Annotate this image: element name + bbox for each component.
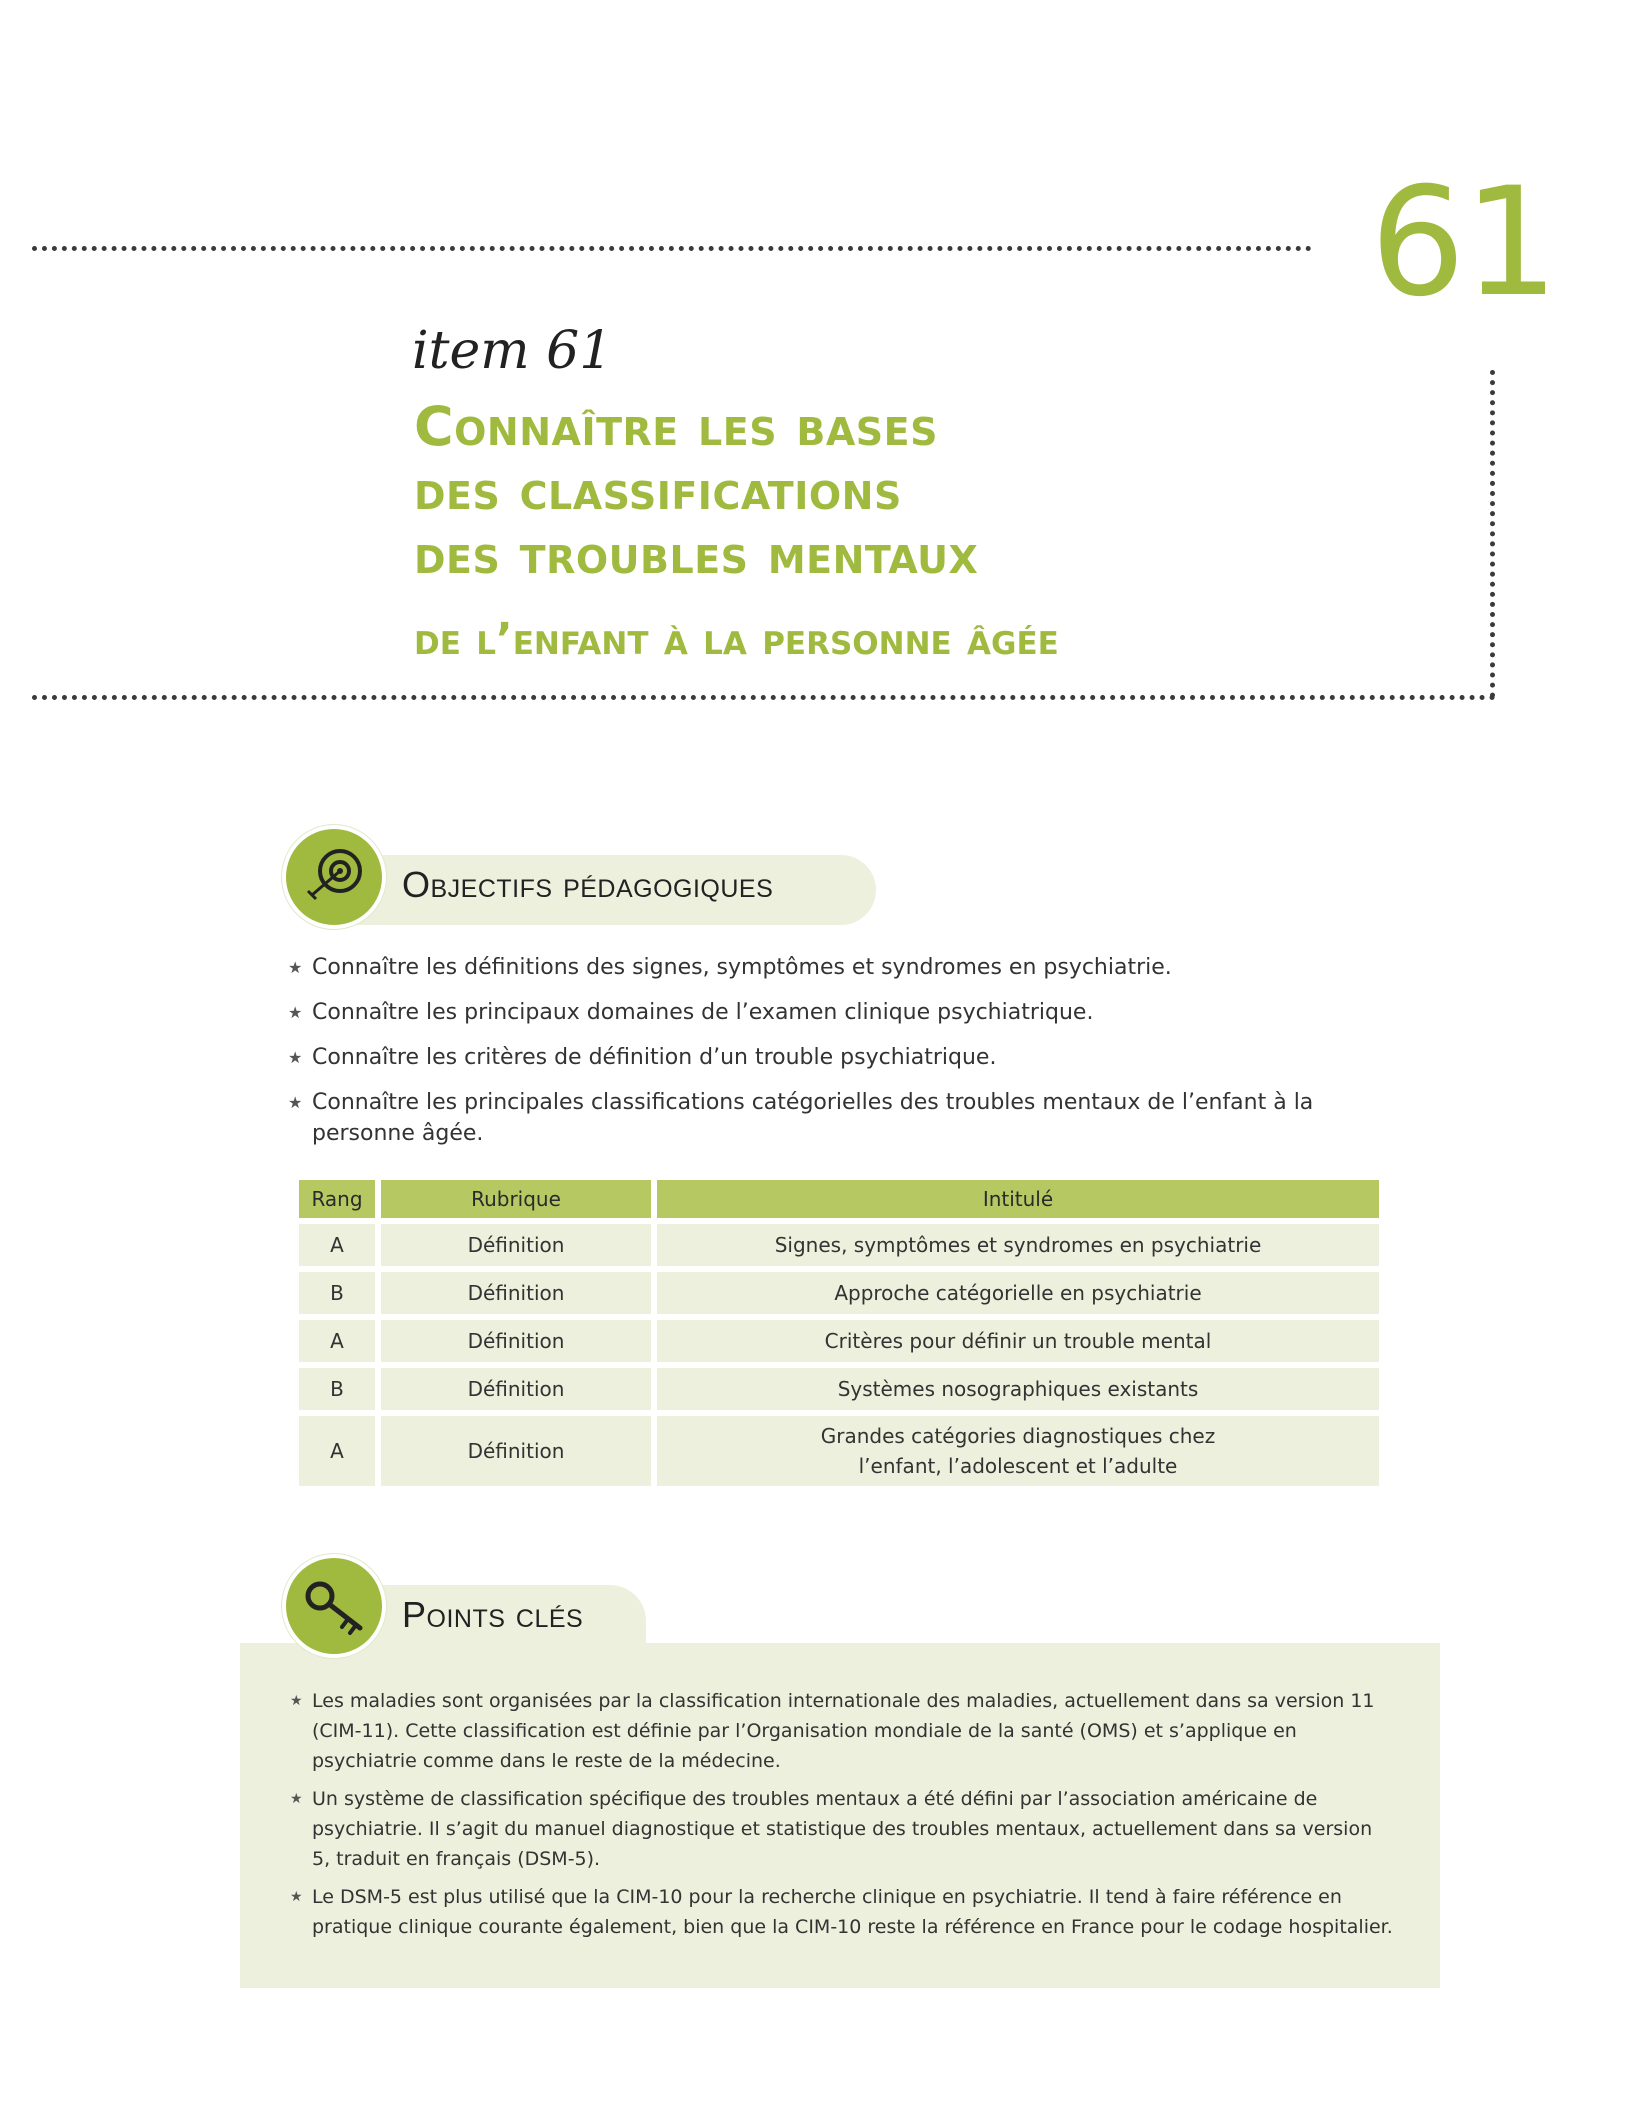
star-bullet-icon: ★ xyxy=(290,1693,303,1709)
column-header-rang: Rang xyxy=(299,1180,375,1218)
subtitle-text: de l’enfant à la personne âgée xyxy=(414,614,1059,665)
key-points-list xyxy=(290,1686,1394,1950)
chapter-number: 61 xyxy=(1370,156,1557,330)
table-header-row xyxy=(299,1180,1379,1218)
dotted-rule-right xyxy=(1490,370,1495,698)
table-row xyxy=(299,1320,1379,1362)
cell-rang: A xyxy=(299,1224,375,1266)
cell-rubrique: Définition xyxy=(381,1320,651,1362)
item-label: item 61 xyxy=(412,321,613,381)
objectives-badge xyxy=(282,825,386,929)
star-bullet-icon: ★ xyxy=(288,1093,303,1112)
list-item: ★ Connaître les définitions des signes, symptômes et syndromes en psychiatrie. xyxy=(288,952,1328,983)
cell-rubrique: Définition xyxy=(381,1272,651,1314)
star-bullet-icon: ★ xyxy=(290,1889,303,1905)
cell-rang: B xyxy=(299,1272,375,1314)
title-line: des classifications xyxy=(414,459,902,522)
cell-rang: A xyxy=(299,1416,375,1486)
list-item: ★ Les maladies sont organisées par la classification internationale des maladies, actuellement dans sa version 11 (CIM-11). Cette classification est définie par l’Organisation mondiale de la santé (OMS) et s’applique en psychiatrie comme dans le reste de la médecine. xyxy=(290,1686,1394,1776)
cell-intitule: Approche catégorielle en psychiatrie xyxy=(657,1272,1379,1314)
table-row xyxy=(299,1224,1379,1266)
table-row xyxy=(299,1416,1379,1486)
objectives-list xyxy=(288,952,1328,1163)
list-item: ★ Connaître les critères de définition d’un trouble psychiatrique. xyxy=(288,1042,1328,1073)
dotted-rule-top xyxy=(32,246,1312,251)
star-bullet-icon: ★ xyxy=(288,1003,303,1022)
objectives-heading: Objectifs pédagogiques xyxy=(402,864,774,905)
cell-rubrique: Définition xyxy=(381,1416,651,1486)
star-bullet-icon: ★ xyxy=(290,1791,303,1807)
objectives-table xyxy=(293,1174,1385,1492)
key-points-heading: Points clés xyxy=(402,1594,584,1635)
table-row xyxy=(299,1272,1379,1314)
page-subtitle xyxy=(414,614,1059,665)
key-icon xyxy=(286,1558,382,1654)
cell-rubrique: Définition xyxy=(381,1224,651,1266)
cell-intitule: Grandes catégories diagnostiques chez l’enfant, l’adolescent et l’adulte xyxy=(657,1416,1379,1486)
key-points-badge xyxy=(282,1554,386,1658)
list-item: ★ Le DSM-5 est plus utilisé que la CIM-10 pour la recherche clinique en psychiatrie. Il tend à faire référence en pratique clinique courante également, bien que la CIM-10 reste la référence en France pour le codage hospitalier. xyxy=(290,1882,1394,1942)
star-bullet-icon: ★ xyxy=(288,958,303,977)
cell-rang: B xyxy=(299,1368,375,1410)
cell-intitule: Systèmes nosographiques existants xyxy=(657,1368,1379,1410)
title-line: Connaître les bases xyxy=(414,395,938,458)
list-item: ★ Connaître les principaux domaines de l’examen clinique psychiatrique. xyxy=(288,997,1328,1028)
cell-intitule: Signes, symptômes et syndromes en psychiatrie xyxy=(657,1224,1379,1266)
list-item: ★ Un système de classification spécifique des troubles mentaux a été défini par l’association américaine de psychiatrie. Il s’agit du manuel diagnostique et statistique des troubles mentaux, actuellement dans sa version 5, traduit en français (DSM-5). xyxy=(290,1784,1394,1874)
page-title xyxy=(414,395,978,587)
dotted-rule-bottom xyxy=(32,695,1496,700)
column-header-intitule: Intitulé xyxy=(657,1180,1379,1218)
column-header-rubrique: Rubrique xyxy=(381,1180,651,1218)
cell-rang: A xyxy=(299,1320,375,1362)
list-item: ★ Connaître les principales classifications catégorielles des troubles mentaux de l’enfant à la personne âgée. xyxy=(288,1087,1328,1149)
title-line: des troubles mentaux xyxy=(414,523,979,586)
star-bullet-icon: ★ xyxy=(288,1048,303,1067)
table-row xyxy=(299,1368,1379,1410)
target-icon xyxy=(286,829,382,925)
cell-intitule: Critères pour définir un trouble mental xyxy=(657,1320,1379,1362)
cell-rubrique: Définition xyxy=(381,1368,651,1410)
